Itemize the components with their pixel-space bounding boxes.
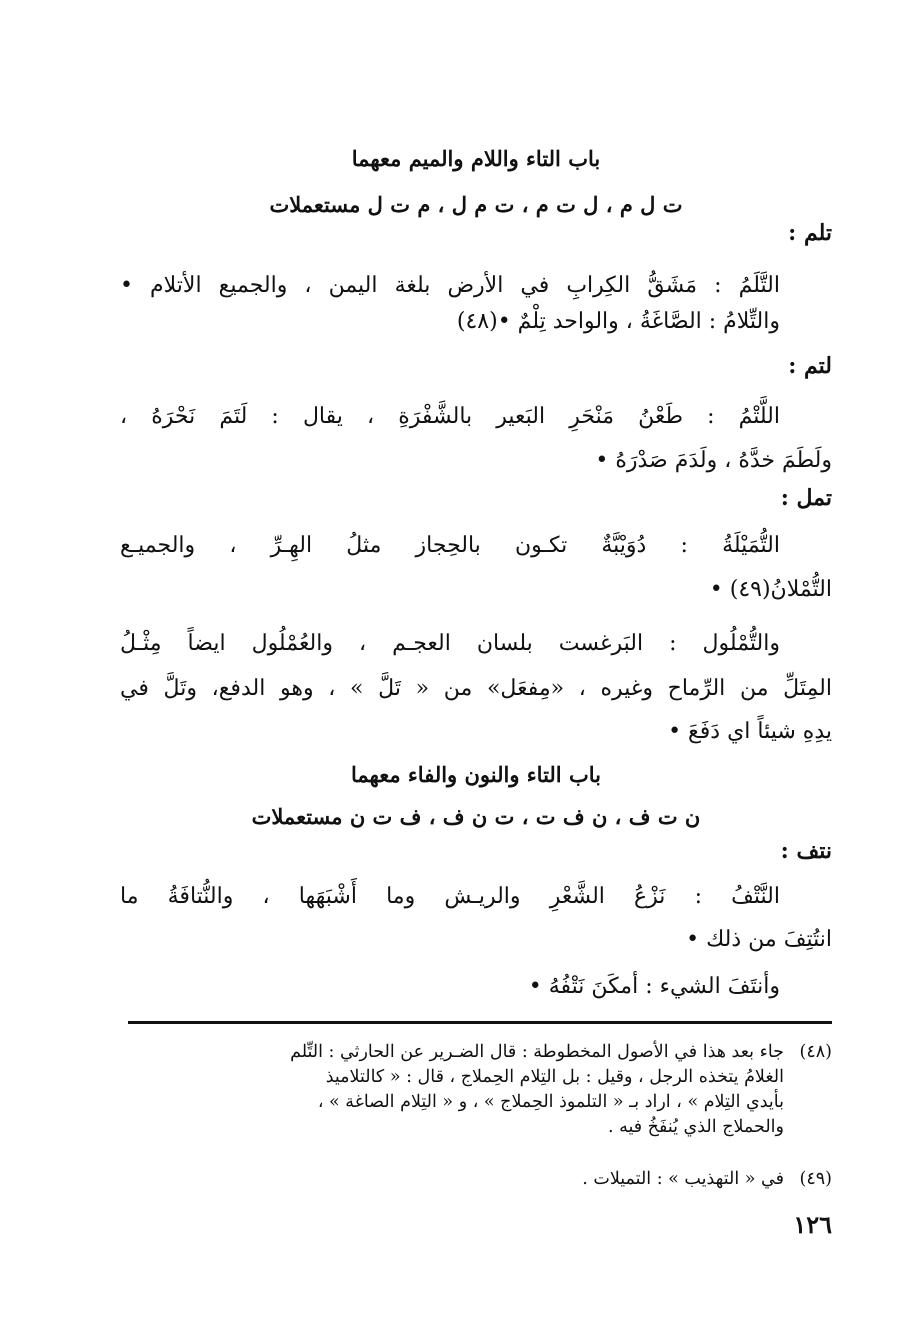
entry-line: النَّتْفُ : نَزْعُ الشَّعْرِ والريـش وما أَشْبَهَها ، والنُّتافَةُ ما [120, 884, 780, 909]
footnote [120, 1167, 832, 1192]
footnote-rule [128, 1021, 832, 1024]
entry-line: يدِهِ شيئاً اي دَفَعَ • [668, 719, 832, 744]
entry-line: المِتَلِّ من الرِّماح وغيره ، «مِفعَل» من « تَلَّ » ، وهو الدفع، وتَلَّ في [120, 676, 832, 701]
page-number: ١٢٦ [793, 1210, 832, 1239]
footnote-line: في « التهذيب » : التميلات . [582, 1169, 784, 1189]
entry-line: وأنتَفَ الشيء : أمكَنَ نَتْفُهُ • [528, 974, 780, 999]
entry-line: والتِّلامُ : الصَّاغَةُ ، والواحد تِلْمٌ •(٤٨) [456, 309, 780, 334]
section-title: باب التاء والنون والفاء معهما [351, 762, 601, 787]
entry-line: ولَطَمَ خدَّهُ ، ولَدَمَ صَدْرَهُ • [595, 448, 832, 473]
entry-line: التُّمْلانُ(٤٩) • [709, 577, 832, 602]
footnote-line: جاء بعد هذا في الأصول المخطوطة : قال الضـرير عن الحارثي : التِّلم [290, 1042, 784, 1062]
footnote-line: الغلامُ يتخذه الرجل ، وقيل : بل التِلام الحِملاج ، قال : « كالتلاميذ [325, 1067, 784, 1087]
entry-head: تلم : [788, 220, 832, 246]
entry-line: اللَّتْمُ : طَعْنُ مَنْحَرِ البَعير بالشَّفْرَةِ ، يقال : لَتَمَ نَحْرَهُ ، [120, 404, 780, 429]
section-subtitle: ن ت ف ، ن ف ت ، ت ن ف ، ف ت ن مستعملات [251, 804, 701, 829]
footnote-line: والحملاج الذي يُنفَخُ فيه . [607, 1117, 784, 1137]
entry-line: انتُتِفَ من ذلك • [686, 927, 832, 952]
entry-line: والتُّمْلُول : البَرغست بلسان العجـم ، والعُمْلُول ايضاً مِثْـلُ [120, 631, 780, 656]
entry-head: لتم : [788, 353, 832, 379]
section-subtitle: ت ل م ، ل ت م ، ت م ل ، م ت ل مستعملات [269, 192, 683, 217]
entry-head: تمل : [780, 485, 832, 511]
footnote-line: بأيدي التِلام » ، اراد بـ « التلموذ الحِملاج » ، و « التِلام الصاغة » ، [317, 1092, 784, 1112]
entry-head: نتف : [780, 838, 832, 864]
footnote [120, 1040, 832, 1140]
entry-line: التُّمَيْلَةُ : دُوَيْبَّةٌ تكـون بالحِجاز مثلُ الهِـرِّ ، والجميـع [120, 533, 780, 558]
section-title: باب التاء واللام والميم معهما [351, 146, 601, 171]
footnote-number: (٤٨) [799, 1042, 832, 1062]
footnote-number: (٤٩) [799, 1169, 832, 1189]
entry-line: التَّلَمُ : مَشَقُّ الكِرابِ في الأرض بلغة اليمن ، والجميع الأتلام • [120, 273, 780, 298]
